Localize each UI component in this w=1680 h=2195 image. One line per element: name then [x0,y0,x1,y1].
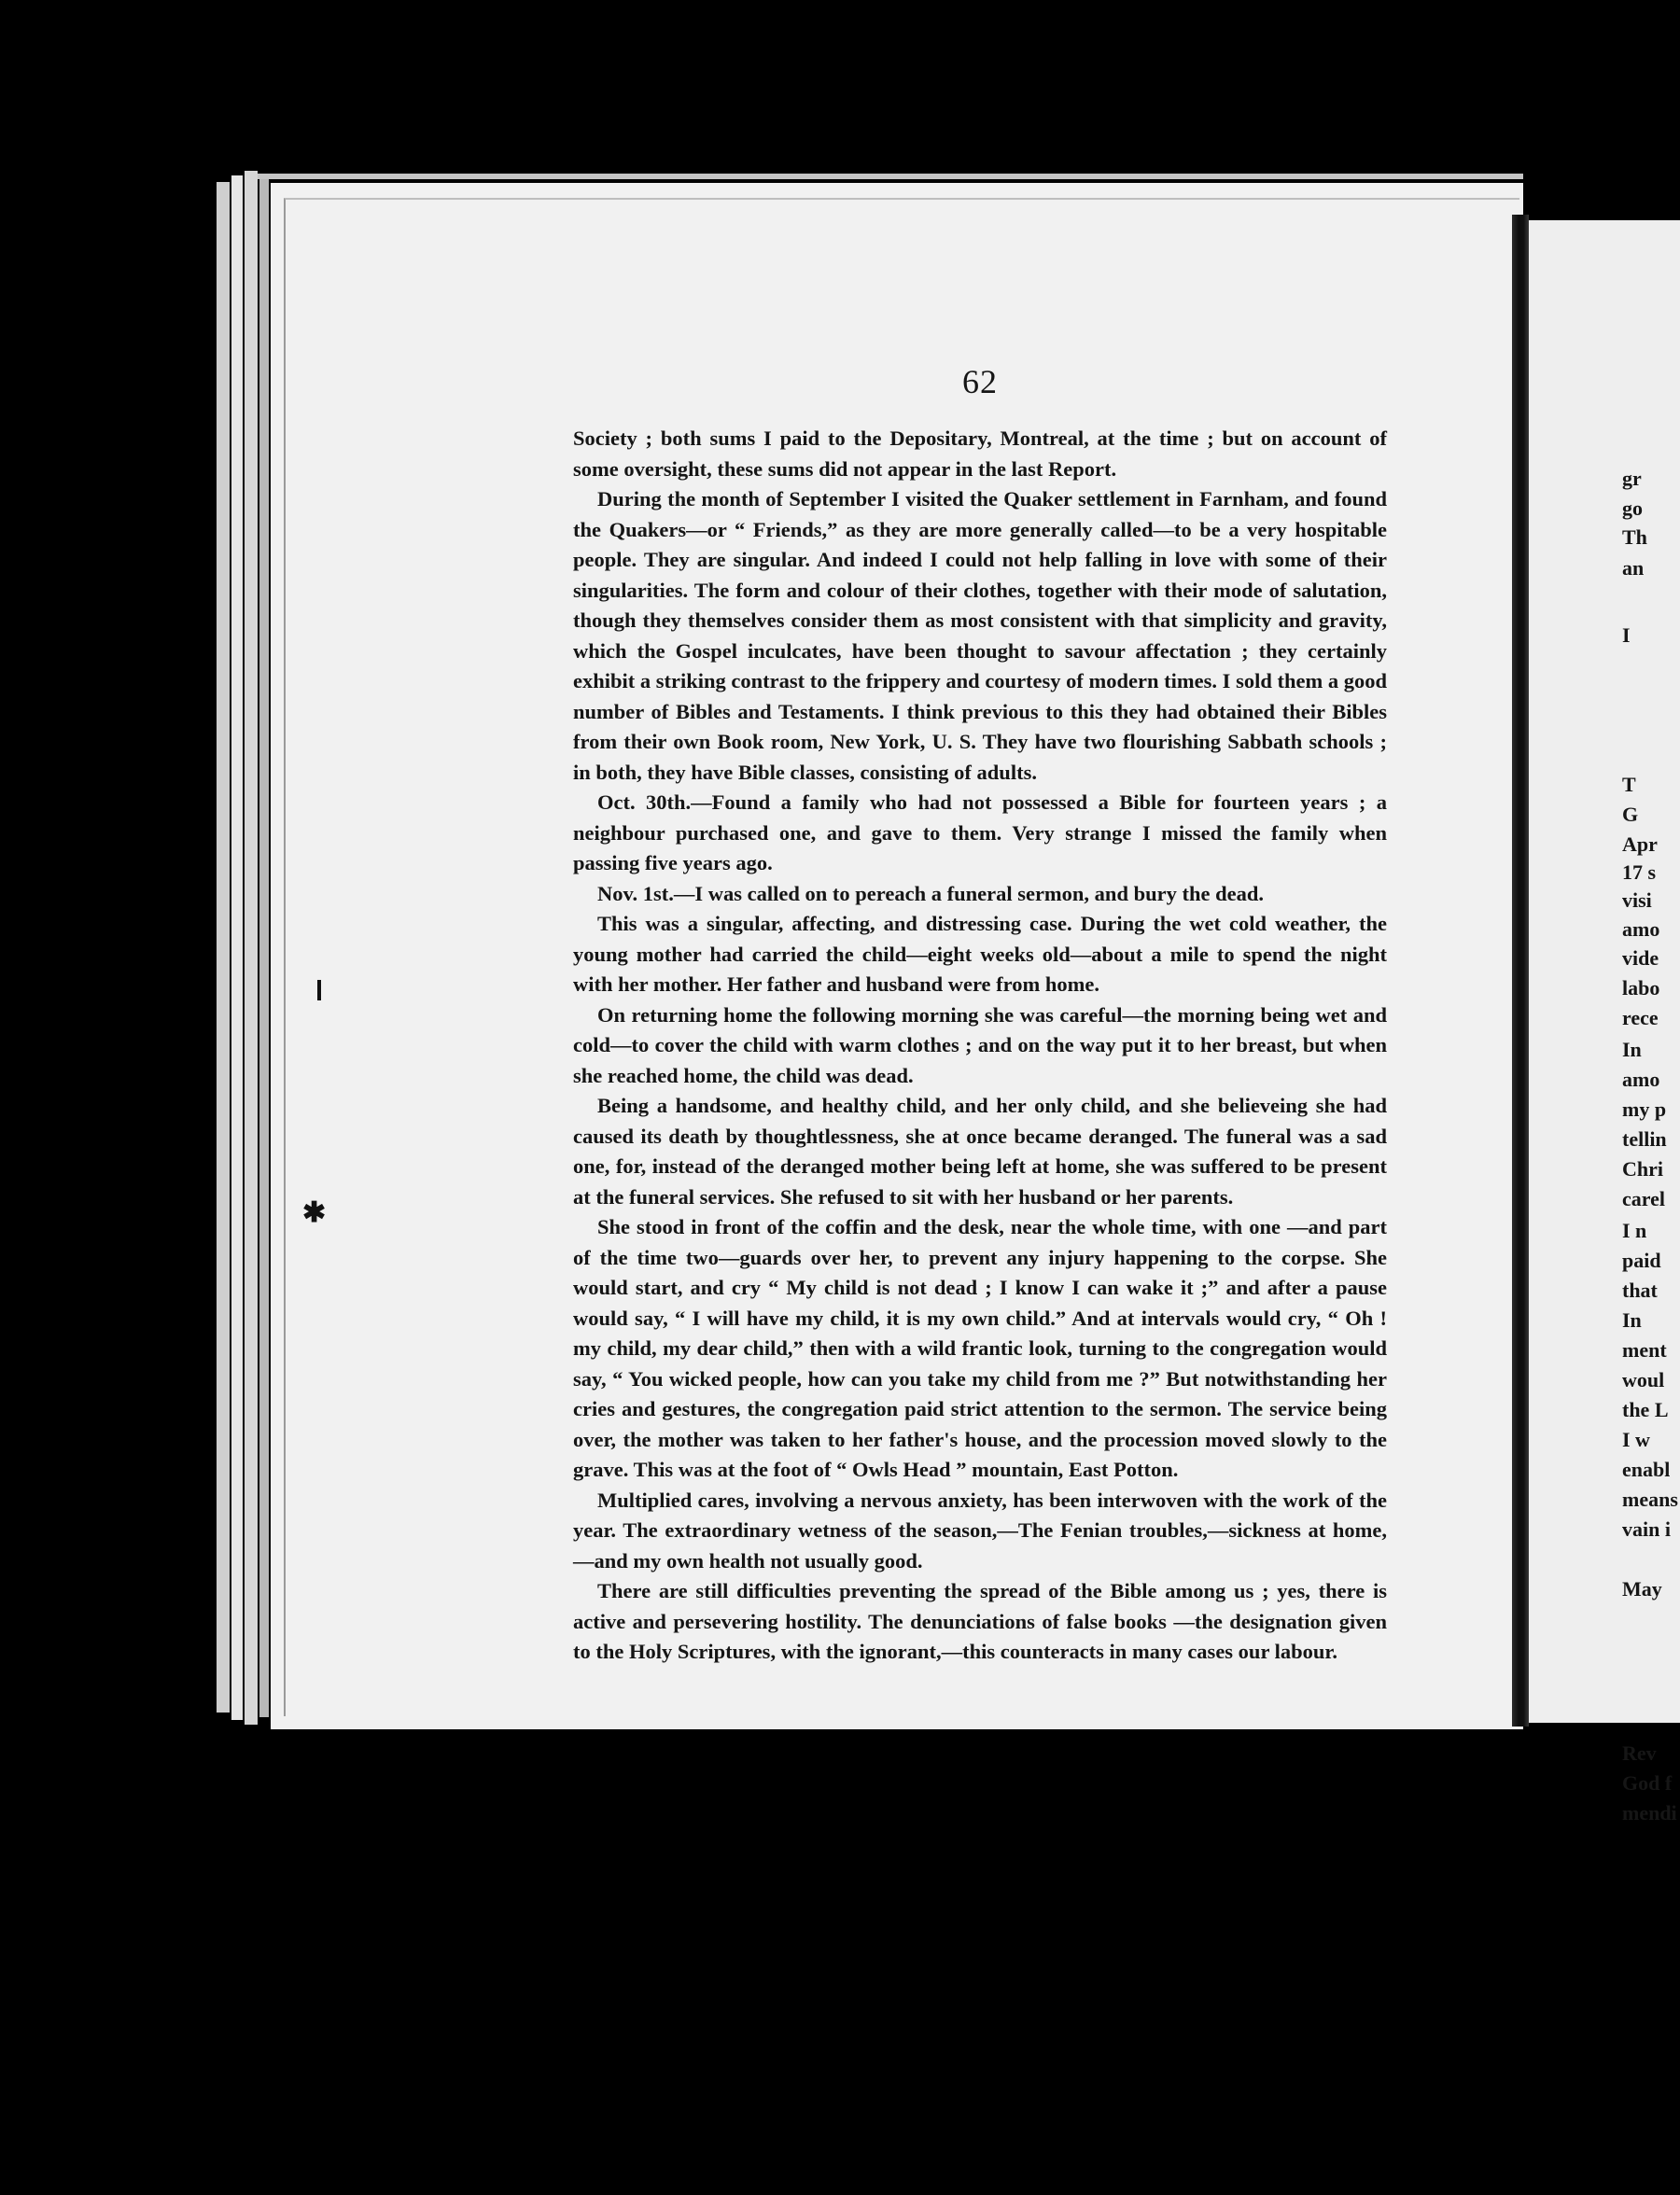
paragraph: Oct. 30th.—Found a family who had not possessed a Bible for fourteen years ; a neighbour purchased one, and gave to them. Very strange I missed the family when passing five years ago. [573,790,1387,874]
facing-line-fragment: rece [1622,1006,1659,1029]
facing-line-fragment: tellin [1622,1127,1667,1151]
facing-line-fragment: mendi [1622,1801,1677,1825]
facing-line-fragment: G [1622,803,1639,826]
facing-line-fragment: Th [1622,525,1647,549]
page-stack-edge [217,182,230,1713]
facing-line-fragment: labo [1622,976,1660,1000]
facing-line-fragment: go [1622,496,1643,520]
facing-line-fragment: May [1622,1577,1662,1601]
book-gutter [1512,215,1529,1727]
facing-line-fragment: In [1622,1038,1642,1061]
facing-line-fragment: the L [1622,1398,1669,1421]
facing-line-fragment: amo [1622,917,1660,941]
body-text [573,424,1387,1668]
paragraph: Being a handsome, and healthy child, and her only child, and she believeing she had caused its death by thoughtlessness, she at once became deranged. The funeral was a sad one, for, instead of the deranged mother being left at home, she was suffered to be present at the funeral services. She refused to sit with her husband or her parents. [573,1094,1387,1209]
facing-line-fragment: Apr [1622,832,1658,856]
facing-line-fragment: means [1622,1488,1678,1511]
paragraph: During the month of September I visited the Quaker settlement in Farnham, and found the Quakers—or “ Friends,” as they are more generally called—to be a very hospitable people. They are singular. And indeed I could not help falling in love with some of their singularities. The form and colour of their clothes, together with their mode of salutation, though they themselves consider them as most consistent with that simplicity and gravity, which the Gospel inculcates, have been thought to savour affectation ; they certainly exhibit a striking contrast to the frippery and courtesy of modern times. I sold them a good number of Bibles and Testaments. I think previous to this they had obtained their Bibles from their own Book room, New York, U. S. They have two flourishing Sabbath schools ; in both, they have Bible classes, consisting of adults. [573,487,1387,784]
facing-line-fragment: vide [1622,946,1659,970]
page-stack-edge [231,175,243,1720]
facing-line-fragment: an [1622,556,1645,580]
facing-line-fragment: I [1622,623,1631,647]
facing-line-fragment: enabl [1622,1458,1671,1481]
facing-line-fragment: visi [1622,888,1652,912]
facing-line-fragment: my p [1622,1098,1667,1121]
facing-line-fragment: I w [1622,1428,1650,1451]
facing-line-fragment: ment [1622,1338,1667,1362]
paragraph: She stood in front of the coffin and the desk, near the whole time, with one —and part of the time two—guards over her, to prevent any injury happening to the corpse. She would start, and cry “ My child is not dead ; I know I can wake it ;” and after a pause would say, “ I will have my child, it is my own child.” And at intervals would cry, “ Oh ! my child, my dear child,” then with a wild frantic look, turning to the congregation would say, “ You wicked people, how can you take my child from me ?” But notwithstanding her cries and gestures, the congregation paid strict attention to the sermon. The service being over, the mother was taken to her father's house, and the procession moved slowly to the grave. This was at the foot of “ Owls Head ” mountain, East Potton. [573,1215,1387,1481]
facing-line-fragment: T [1622,773,1636,796]
paragraph: This was a singular, affecting, and distressing case. During the wet cold weather, the young mother had carried the child—eight weeks old—about a mile to spend the night with her mother. Her father and husband were from home. [573,912,1387,996]
paragraph: Nov. 1st.—I was called on to pereach a funeral sermon, and bury the dead. [597,881,1264,905]
facing-line-fragment: Chri [1622,1157,1663,1181]
facing-line-fragment: paid [1622,1249,1661,1272]
ink-blot-mark: ✱ [302,1197,327,1228]
facing-line-fragment: In [1622,1308,1642,1332]
facing-line-fragment: Rev [1622,1741,1657,1765]
paragraph: Society ; both sums I paid to the Depositary, Montreal, at the time ; but on account of some oversight, these sums did not appear in the last Report. [573,426,1387,481]
facing-line-fragment: vain i [1622,1517,1671,1541]
paragraph: Multiplied cares, involving a nervous anxiety, has been interwoven with the work of the year. The extraordinary wetness of the season,—The Fenian troubles,—sickness at home,—and my own health not usually good. [573,1488,1387,1573]
facing-line-fragment: gr [1622,467,1642,490]
page-number: 62 [962,363,998,400]
facing-line-fragment: 17 s [1622,860,1657,884]
facing-line-fragment: that [1622,1279,1658,1302]
paragraph: There are still difficulties preventing the spread of the Bible among us ; yes, there is active and persevering hostility. The denunciations of false books —the designation given to the Holy Scriptures, with the ignorant,—this counteracts in many cases our labour. [573,1579,1387,1663]
facing-line-fragment: woul [1622,1368,1665,1391]
page-top-edge [258,174,1523,179]
ink-stroke-mark [317,980,321,1000]
facing-line-fragment: God f [1622,1771,1673,1795]
page-stack-edge [259,175,269,1717]
facing-line-fragment: amo [1622,1068,1660,1091]
facing-line-fragment: I n [1622,1219,1647,1242]
facing-line-fragment: carel [1622,1187,1666,1210]
page-stack-edge [245,171,258,1725]
paragraph: On returning home the following morning she was careful—the morning being wet and cold—to cover the child with warm clothes ; and on the way put it to her breast, but when she reached home, the child was dead. [573,1002,1387,1087]
